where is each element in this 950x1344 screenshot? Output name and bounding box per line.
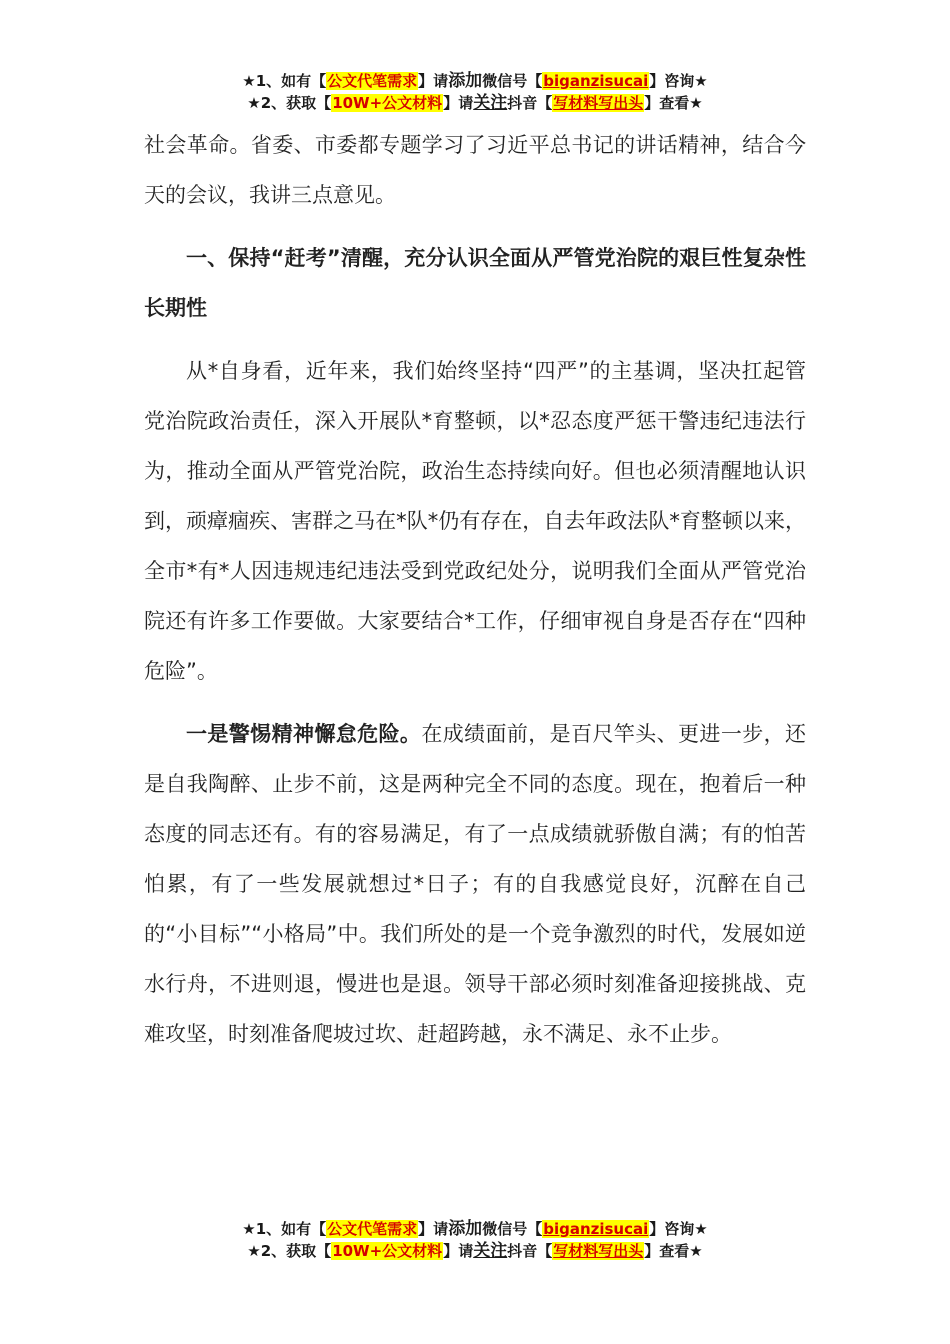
emphasis-follow: 关注 — [473, 1241, 508, 1261]
douyin-account[interactable]: 写材料写出头 — [553, 94, 644, 112]
star-icon: ★ — [694, 1220, 708, 1238]
star-icon: ★ — [247, 1242, 261, 1260]
paragraph-2-text: 在成绩面前，是百尺竿头、更进一步，还是自我陶醉、止步不前，这是两种完全不同的态度。现在，抱着后一种态度的同志还有。有的容易满足，有了一点成绩就骄傲自满；有的怕苦怕累，有了一些发展就想过*日子；有的自我感觉良好，沉醉在自己的“小目标”“小格局”中。我们所处的是一个竞争激烈的时代，发展如逆水行舟，不进则退，慢进也是退。领导干部必须时刻准备迎接挑战、克难攻坚，时刻准备爬坡过坎、赶超跨越，永不满足、永不止步。 — [144, 722, 807, 1046]
header-ad-line-1: ★1、如有【公文代笔需求】请添加微信号【biganzisucai】咨询★ — [242, 71, 708, 91]
highlight-materials: 10W+公文材料 — [332, 94, 443, 112]
star-icon: ★ — [689, 1242, 703, 1260]
emphasis-add: 添加 — [448, 1219, 483, 1239]
star-icon: ★ — [247, 94, 261, 112]
footer-ad — [0, 1218, 950, 1262]
highlight-service: 公文代笔需求 — [327, 72, 418, 90]
star-icon: ★ — [689, 94, 703, 112]
paragraph-2 — [144, 709, 806, 1059]
star-icon: ★ — [694, 72, 708, 90]
star-icon: ★ — [242, 1220, 256, 1238]
header-ad-line-2: ★2、获取【10W+公文材料】请关注抖音【写材料写出头】查看★ — [247, 93, 703, 113]
star-icon: ★ — [242, 72, 256, 90]
paragraph-intro: 社会革命。省委、市委都专题学习了习近平总书记的讲话精神，结合今天的会议，我讲三点意见。 — [144, 133, 806, 207]
wechat-id[interactable]: biganzisucai — [543, 1220, 649, 1238]
emphasis-add: 添加 — [448, 71, 483, 91]
footer-ad-line-1: ★1、如有【公文代笔需求】请添加微信号【biganzisucai】咨询★ — [242, 1219, 708, 1239]
header-ad — [0, 70, 950, 114]
highlight-materials: 10W+公文材料 — [332, 1242, 443, 1260]
section-heading-1: 一、保持“赶考”清醒，充分认识全面从严管党治院的艰巨性复杂性长期性 — [144, 246, 806, 320]
document-body — [144, 120, 806, 1059]
emphasis-follow: 关注 — [473, 93, 508, 113]
wechat-id[interactable]: biganzisucai — [543, 72, 649, 90]
paragraph-2-lead: 一是警惕精神懈怠危险。 — [186, 722, 422, 746]
highlight-service: 公文代笔需求 — [327, 1220, 418, 1238]
paragraph-1: 从*自身看，近年来，我们始终坚持“四严”的主基调，坚决扛起管党治院政治责任，深入开展队*育整顿，以*忍态度严惩干警违纪违法行为，推动全面从严管党治院，政治生态持续向好。但也必须清醒地认识到，顽瘴痼疾、害群之马在*队*仍有存在，自去年政法队*育整顿以来，全市*有*人因违规违纪违法受到党政纪处分，说明我们全面从严管党治院还有许多工作要做。大家要结合*工作，仔细审视自身是否存在“四种危险”。 — [144, 359, 806, 683]
footer-ad-line-2: ★2、获取【10W+公文材料】请关注抖音【写材料写出头】查看★ — [247, 1241, 703, 1261]
douyin-account[interactable]: 写材料写出头 — [553, 1242, 644, 1260]
